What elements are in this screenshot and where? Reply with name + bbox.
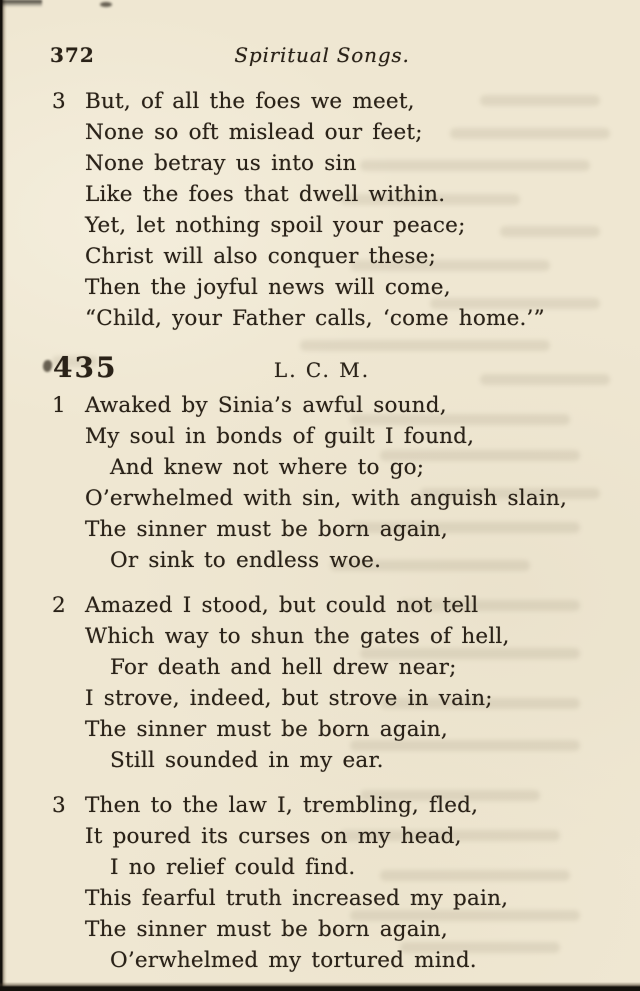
verse-line	[48, 821, 596, 852]
verse-line-text: My soul in bonds of guilt I found,	[85, 424, 475, 449]
verse-line	[48, 714, 596, 745]
verse-line	[48, 945, 596, 976]
verse-line	[48, 210, 596, 241]
verse-line-text: I no relief could find.	[110, 855, 356, 880]
scan-speck	[100, 2, 112, 7]
verse-line	[48, 303, 596, 334]
verse-line	[48, 514, 596, 545]
verse-line	[48, 621, 596, 652]
verse-line	[48, 745, 596, 776]
verse-line-text: O’erwhelmed my tortured mind.	[110, 948, 477, 973]
verse-line	[48, 148, 596, 179]
hymn-text-block	[48, 86, 596, 976]
verse-line	[48, 483, 596, 514]
verse-line	[48, 117, 596, 148]
hymn-verses	[48, 390, 596, 976]
verse-line	[48, 883, 596, 914]
hymn-435-section	[48, 348, 596, 976]
verse-line-text: Still sounded in my ear.	[110, 748, 384, 773]
verse-line-text: It poured its curses on my head,	[85, 824, 462, 849]
verse-line	[48, 86, 596, 117]
scan-corner-mark	[0, 0, 42, 7]
verse-number: 2	[52, 593, 66, 618]
verse-line-text: Then to the law I, trembling, fled,	[85, 793, 479, 818]
verse-line-text: None so oft mislead our feet;	[85, 120, 423, 145]
verse	[48, 86, 596, 334]
verse-number: 3	[52, 89, 66, 114]
verse-line	[48, 452, 596, 483]
verse-line	[48, 390, 596, 421]
running-head	[48, 42, 596, 68]
verse-line-text: Or sink to endless woe.	[110, 548, 382, 573]
page-edge-left	[0, 0, 7, 991]
verse-line	[48, 272, 596, 303]
verse-line-text: Yet, let nothing spoil your peace;	[85, 213, 466, 238]
verse-line-text: And knew not where to go;	[110, 455, 425, 480]
verse-line	[48, 914, 596, 945]
running-title: Spiritual Songs.	[234, 43, 410, 67]
verse	[48, 590, 596, 776]
hymn-heading	[48, 348, 596, 388]
verse	[48, 790, 596, 976]
hymn-meter: L. C. M.	[273, 358, 371, 382]
verse-line-text: Which way to shun the gates of hell,	[85, 624, 510, 649]
verse-number: 3	[52, 793, 66, 818]
verse-line-text: O’erwhelmed with sin, with anguish slain,	[85, 486, 567, 511]
verse-line	[48, 852, 596, 883]
verse-line	[48, 790, 596, 821]
verse-line-text: The sinner must be born again,	[85, 717, 448, 742]
verse-line	[48, 590, 596, 621]
verse-line-text: The sinner must be born again,	[85, 917, 448, 942]
verse-line-text: Christ will also conquer these;	[85, 244, 437, 269]
verse-line	[48, 683, 596, 714]
verse-line-text: For death and hell drew near;	[110, 655, 457, 680]
verse-line	[48, 421, 596, 452]
verse-line	[48, 545, 596, 576]
verse	[48, 390, 596, 576]
verse-line-text: But, of all the foes we meet,	[85, 89, 415, 114]
verse-line-text: None betray us into sin	[85, 151, 357, 176]
verse-line	[48, 179, 596, 210]
verse-line-text: Amazed I stood, but could not tell	[85, 593, 479, 618]
verse-line-text: The sinner must be born again,	[85, 517, 448, 542]
previous-hymn-continuation	[48, 86, 596, 334]
verse-number: 1	[52, 393, 66, 418]
verse-line-text: “Child, your Father calls, ‘come home.’”	[85, 306, 545, 331]
page-edge-bottom	[0, 982, 640, 991]
verse-line	[48, 241, 596, 272]
verse-line-text: Then the joyful news will come,	[85, 275, 451, 300]
hymn-number: 435	[53, 348, 117, 388]
verse-line-text: This fearful truth increased my pain,	[85, 886, 509, 911]
verse-line-text: I strove, indeed, but strove in vain;	[85, 686, 493, 711]
verse-line	[48, 652, 596, 683]
page-number: 372	[50, 43, 95, 67]
verse-line-text: Like the foes that dwell within.	[85, 182, 446, 207]
verse-line-text: Awaked by Sinia’s awful sound,	[85, 393, 447, 418]
